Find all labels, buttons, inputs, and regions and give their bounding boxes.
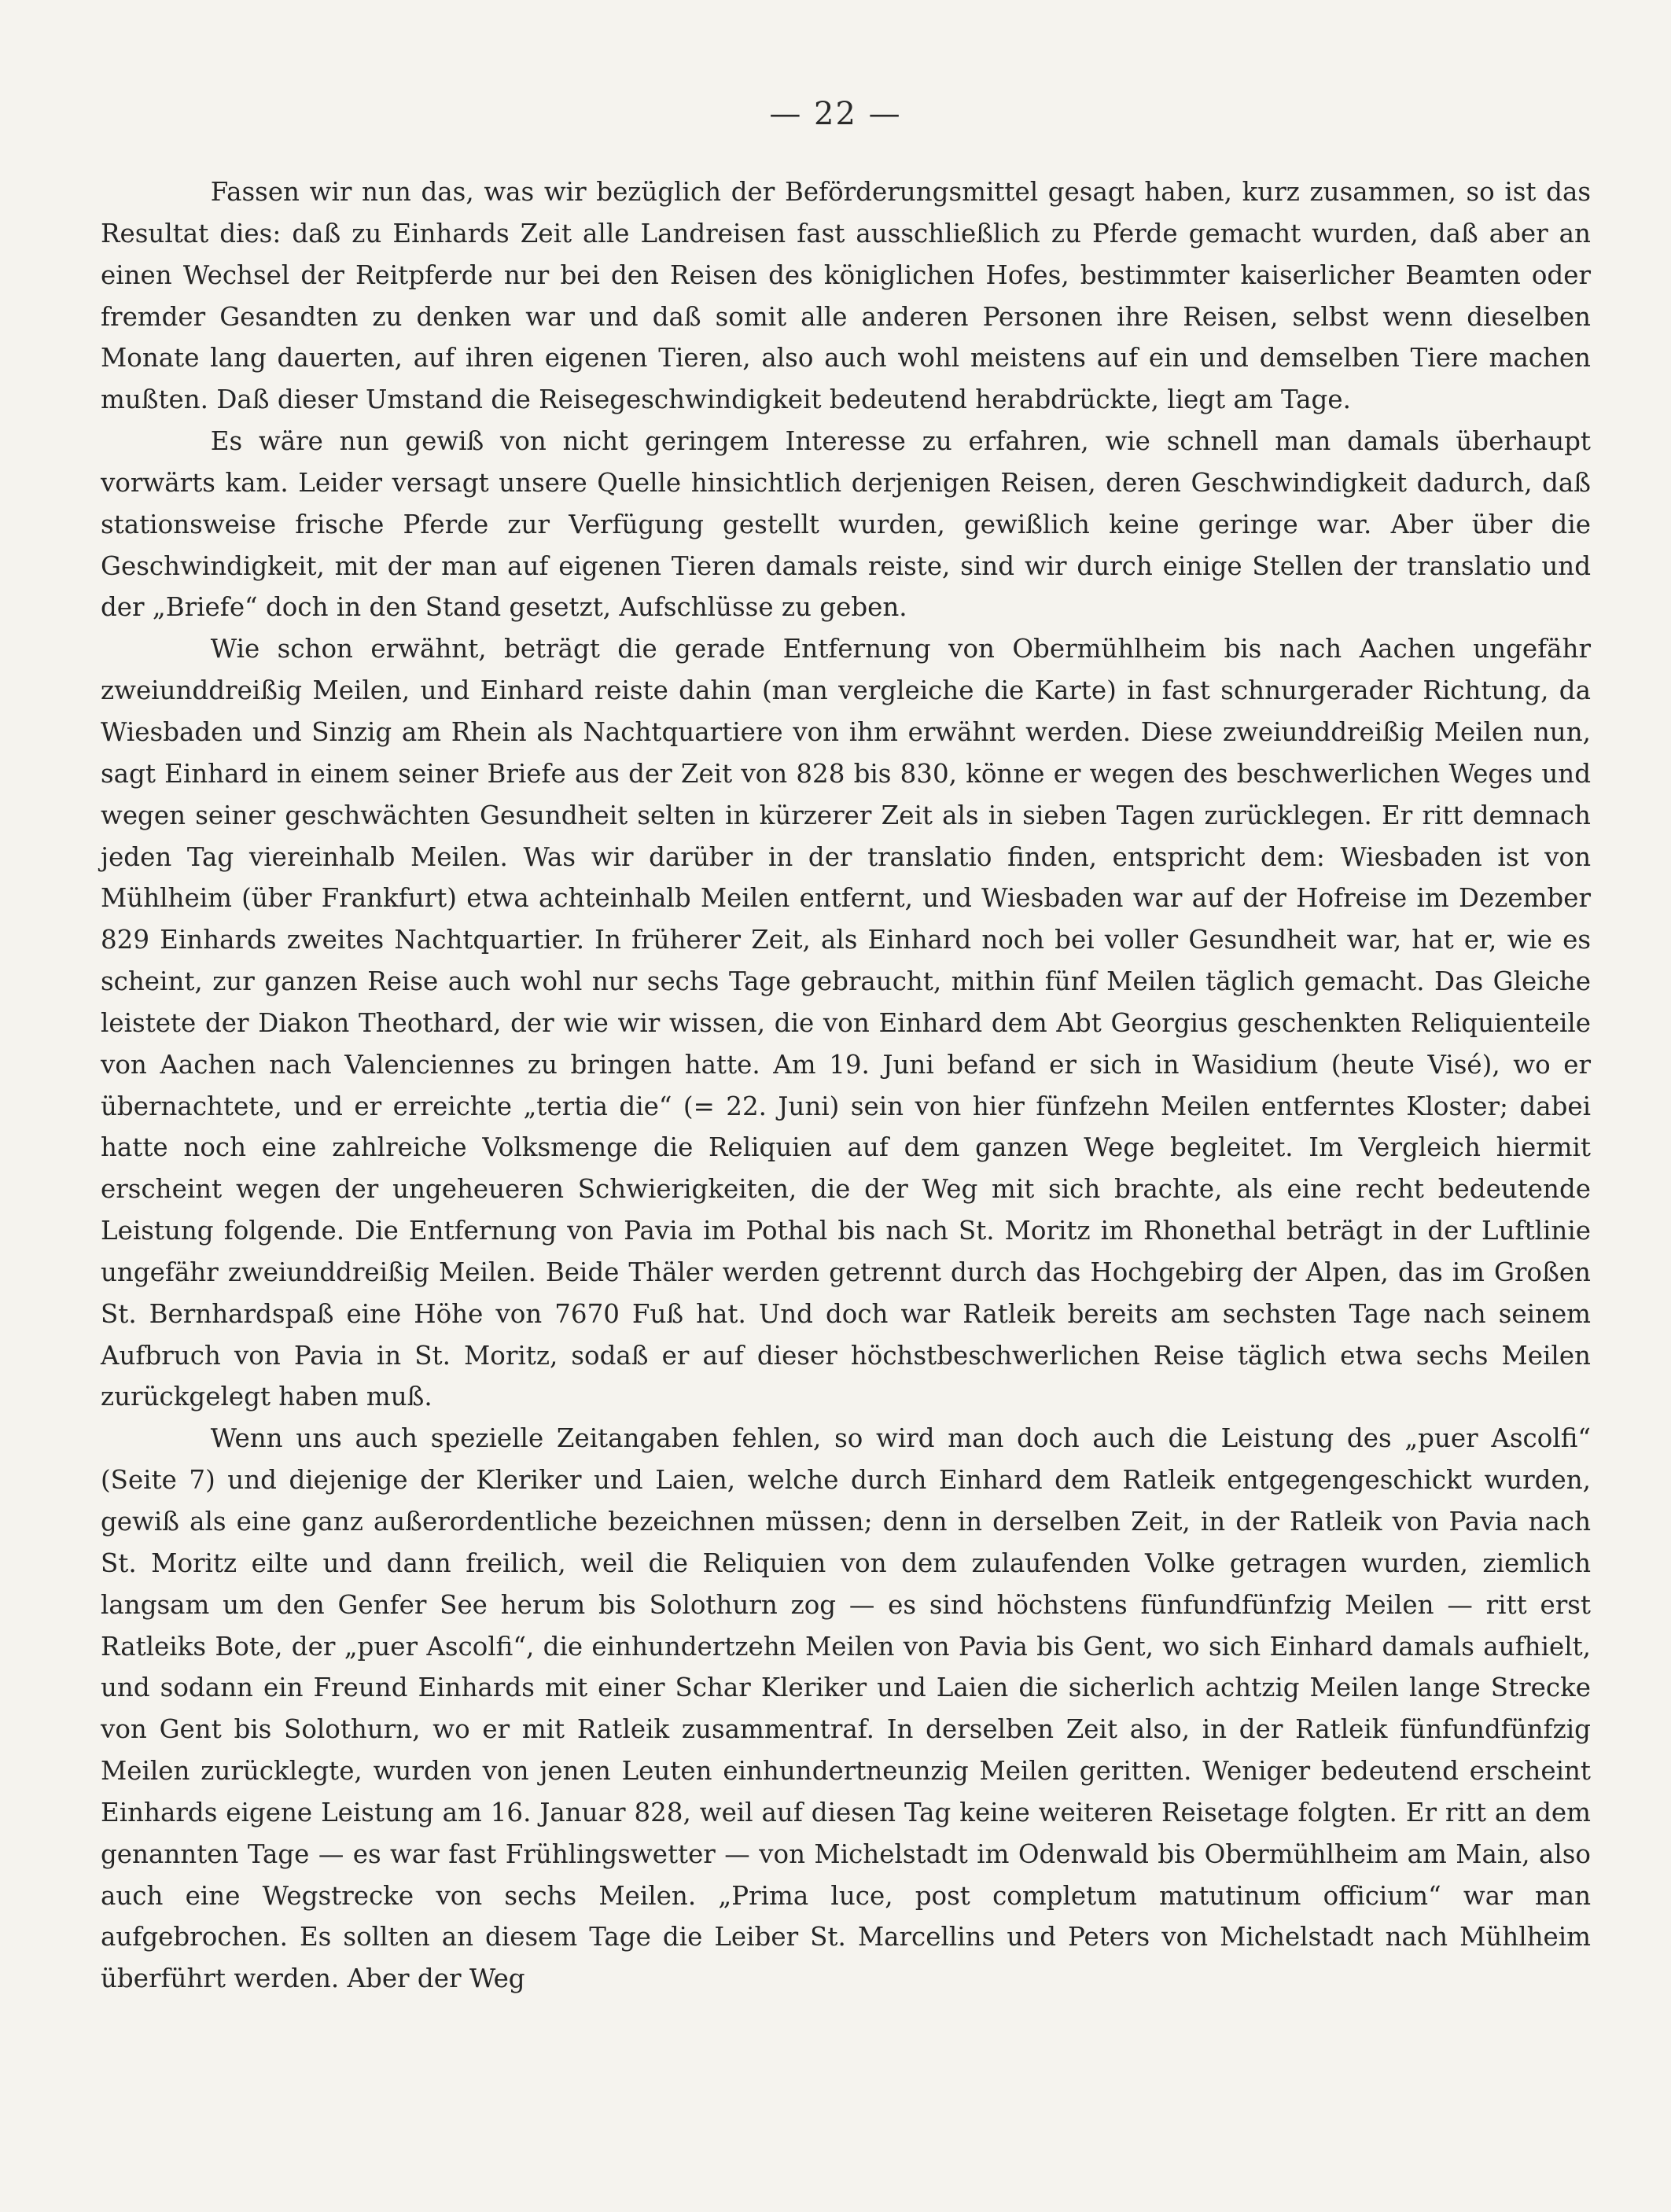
- paragraph-1: Fassen wir nun das, was wir bezüglich der Beförderungsmittel gesagt haben, kurz zusammen, so ist das Resultat dies: daß zu Einhards Zeit alle Landreisen fast ausschließlich zu Pferde gemacht wurden, daß aber an einen Wechsel der Reitpferde nur bei den Reisen des königlichen Hofes, bestimmter kaiserlicher Beamten oder fremder Gesandten zu denken war und daß somit alle anderen Personen ihre Reisen, selbst wenn dieselben Monate lang dauerten, auf ihren eigenen Tieren, also auch wohl meistens auf ein und demselben Tiere machen mußten. Daß dieser Umstand die Reisegeschwindigkeit bedeutend herabdrückte, liegt am Tage.: [101, 177, 1591, 415]
- body-text: [101, 171, 1591, 2000]
- paragraph-3: Wie schon erwähnt, beträgt die gerade Entfernung von Obermühlheim bis nach Aachen ungefähr zweiunddreißig Meilen, und Einhard reiste dahin (man vergleiche die Karte) in fast schnurgerader Richtung, da Wiesbaden und Sinzig am Rhein als Nachtquartiere von ihm erwähnt werden. Diese zweiunddreißig Meilen nun, sagt Einhard in einem seiner Briefe aus der Zeit von 828 bis 830, könne er wegen des beschwerlichen Weges und wegen seiner geschwächten Gesundheit selten in kürzerer Zeit als in sieben Tagen zurücklegen. Er ritt demnach jeden Tag viereinhalb Meilen. Was wir darüber in der translatio finden, entspricht dem: Wiesbaden ist von Mühlheim (über Frankfurt) etwa achteinhalb Meilen entfernt, und Wiesbaden war auf der Hofreise im Dezember 829 Einhards zweites Nachtquartier. In früherer Zeit, als Einhard noch bei voller Gesundheit war, hat er, wie es scheint, zur ganzen Reise auch wohl nur sechs Tage gebraucht, mithin fünf Meilen täglich gemacht. Das Gleiche leistete der Diakon Theothard, der wie wir wissen, die von Einhard dem Abt Georgius geschenkten Reliquienteile von Aachen nach Valenciennes zu bringen hatte. Am 19. Juni befand er sich in Wasidium (heute Visé), wo er übernachtete, und er erreichte „tertia die“ (= 22. Juni) sein von hier fünfzehn Meilen entferntes Kloster; dabei hatte noch eine zahlreiche Volksmenge die Reliquien auf dem ganzen Wege begleitet. Im Vergleich hiermit erscheint wegen der ungeheueren Schwierigkeiten, die der Weg mit sich brachte, als eine recht bedeutende Leistung folgende. Die Entfernung von Pavia im Pothal bis nach St. Moritz im Rhonethal beträgt in der Luftlinie ungefähr zweiunddreißig Meilen. Beide Thäler werden getrennt durch das Hochgebirg der Alpen, das im Großen St. Bernhardspaß eine Höhe von 7670 Fuß hat. Und doch war Ratleik bereits am sechsten Tage nach seinem Aufbruch von Pavia in St. Moritz, sodaß er auf dieser höchstbeschwerlichen Reise täglich etwa sechs Meilen zurückgelegt haben muß.: [101, 634, 1591, 1412]
- page-number: — 22 —: [769, 96, 902, 132]
- paragraph-2: Es wäre nun gewiß von nicht geringem Interesse zu erfahren, wie schnell man damals überhaupt vorwärts kam. Leider versagt unsere Quelle hinsichtlich derjenigen Reisen, deren Geschwindigkeit dadurch, daß stationsweise frische Pferde zur Verfügung gestellt wurden, gewißlich keine geringe war. Aber über die Geschwindigkeit, mit der man auf eigenen Tieren damals reiste, sind wir durch einige Stellen der translatio und der „Briefe“ doch in den Stand gesetzt, Aufschlüsse zu geben.: [101, 426, 1591, 623]
- paragraph-4: Wenn uns auch spezielle Zeitangaben fehlen, so wird man doch auch die Leistung des „puer Ascolfi“ (Seite 7) und diejenige der Kleriker und Laien, welche durch Einhard dem Ratleik entgegengeschickt wurden, gewiß als eine ganz außerordentliche bezeichnen müssen; denn in derselben Zeit, in der Ratleik von Pavia nach St. Moritz eilte und dann freilich, weil die Reliquien von dem zulaufenden Volke getragen wurden, ziemlich langsam um den Genfer See herum bis Solothurn zog — es sind höchstens fünfundfünfzig Meilen — ritt erst Ratleiks Bote, der „puer Ascolfi“, die einhundertzehn Meilen von Pavia bis Gent, wo sich Einhard damals aufhielt, und sodann ein Freund Einhards mit einer Schar Kleriker und Laien die sicherlich achtzig Meilen lange Strecke von Gent bis Solothurn, wo er mit Ratleik zusammentraf. In derselben Zeit also, in der Ratleik fünfundfünfzig Meilen zurücklegte, wurden von jenen Leuten einhundertneunzig Meilen geritten. Weniger bedeutend erscheint Einhards eigene Leistung am 16. Januar 828, weil auf diesen Tag keine weiteren Reisetage folgten. Er ritt an dem genannten Tage — es war fast Frühlingswetter — von Michelstadt im Odenwald bis Obermühlheim am Main, also auch eine Wegstrecke von sechs Meilen. „Prima luce, post completum matutinum officium“ war man aufgebrochen. Es sollten an diesem Tage die Leiber St. Marcellins und Peters von Michelstadt nach Mühlheim überführt werden. Aber der Weg: [101, 1423, 1591, 1994]
